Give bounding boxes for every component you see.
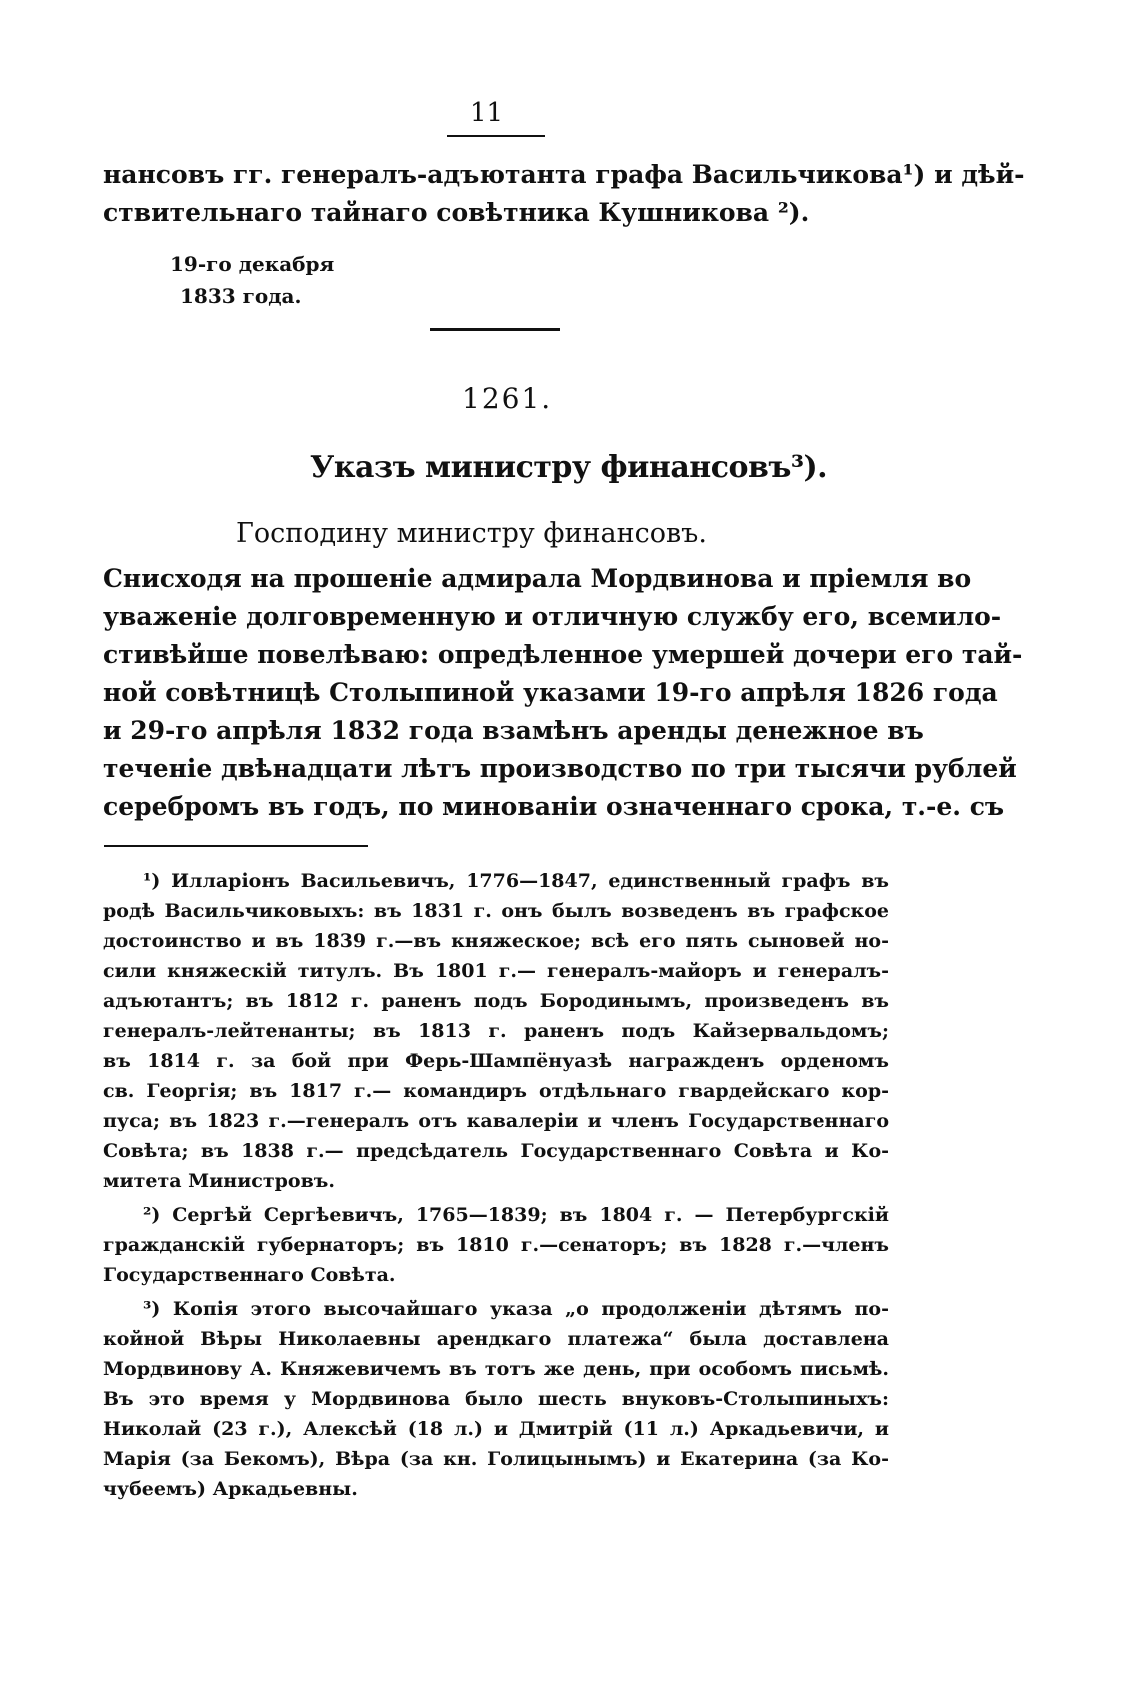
document-number: 1261.	[462, 382, 553, 415]
footnote-rule	[104, 845, 368, 847]
footnote-3-line: Въ это время у Мордвинова было шесть внуковъ-Столыпиныхъ:	[103, 1388, 889, 1410]
footnote-3-line: чубеемъ) Аркадьевны.	[103, 1478, 358, 1500]
footnote-1-line: достоинство и въ 1839 г.—въ княжеское; всѣ его пять сыновей но-	[103, 930, 889, 952]
footnote-2-line: гражданскій губернаторъ; въ 1810 г.—сенаторъ; въ 1828 г.—членъ	[103, 1234, 889, 1256]
footnote-1-line: генералъ-лейтенанты; въ 1813 г. раненъ подъ Кайзервальдомъ;	[103, 1020, 889, 1042]
body-line: Снисходя на прошеніе адмирала Мордвинова и пріемля во	[103, 564, 972, 593]
body-line: ной совѣтницѣ Столыпиной указами 19-го апрѣля 1826 года	[103, 678, 998, 707]
page-number-rule	[447, 135, 545, 137]
body-line: и 29-го апрѣля 1832 года взамѣнъ аренды денежное въ	[103, 716, 924, 745]
addressee: Господину министру финансовъ.	[236, 518, 707, 549]
footnote-1-line: пуса; въ 1823 г.—генералъ отъ кавалеріи и членъ Государственнаго	[103, 1110, 889, 1132]
footnote-2-line: Государственнаго Совѣта.	[103, 1264, 396, 1286]
intro-line: ствительнаго тайнаго совѣтника Кушникова ²).	[103, 198, 810, 227]
intro-line: нансовъ гг. генералъ-адъютанта графа Васильчикова¹) и дѣй-	[103, 160, 1025, 189]
footnote-1-line: Совѣта; въ 1838 г.— предсѣдатель Государственнаго Совѣта и Ко-	[103, 1140, 889, 1162]
body-line: стивѣйше повелѣваю: опредѣленное умершей дочери его тай-	[103, 640, 1023, 669]
footnote-2-line: ²) Сергѣй Сергѣевичъ, 1765—1839; въ 1804 г. — Петербургскій	[143, 1204, 889, 1226]
document-title: Указъ министру финансовъ³).	[310, 450, 828, 485]
footnote-1-line: митета Министровъ.	[103, 1170, 335, 1192]
footnote-3-line: ³) Копія этого высочайшаго указа „о продолженіи дѣтямъ по-	[143, 1298, 889, 1320]
footnote-1-line: ¹) Илларіонъ Васильевичъ, 1776—1847, единственный графъ въ	[143, 870, 889, 892]
footnote-1-line: сили княжескій титулъ. Въ 1801 г.— генералъ-майоръ и генералъ-	[103, 960, 889, 982]
footnote-1-line: св. Георгія; въ 1817 г.— командиръ отдѣльнаго гвардейскаго кор-	[103, 1080, 889, 1102]
body-line: теченіе двѣнадцати лѣтъ производство по три тысячи рублей	[103, 754, 1017, 783]
body-line: уваженіе долговременную и отличную службу его, всемило-	[103, 602, 1002, 631]
body-line: серебромъ въ годъ, по минованіи означеннаго срока, т.-е. съ	[103, 792, 1005, 821]
footnote-1-line: адъютантъ; въ 1812 г. раненъ подъ Бородинымъ, произведенъ въ	[103, 990, 889, 1012]
footnote-3-line: Николай (23 г.), Алексѣй (18 л.) и Дмитрій (11 л.) Аркадьевичи, и	[103, 1418, 889, 1440]
date-day: 19-го декабря	[170, 252, 335, 276]
footnote-3-line: Мордвинову А. Княжевичемъ въ тотъ же день, при особомъ письмѣ.	[103, 1358, 889, 1380]
footnote-1-line: родѣ Васильчиковыхъ: въ 1831 г. онъ былъ возведенъ въ графское	[103, 900, 889, 922]
date-year: 1833 года.	[180, 284, 302, 308]
section-separator	[430, 328, 560, 331]
page-number: 11	[470, 98, 504, 128]
footnote-1-line: въ 1814 г. за бой при Ферь-Шампёнуазѣ награжденъ орденомъ	[103, 1050, 889, 1072]
footnote-3-line: койной Вѣры Николаевны арендкаго платежа“ была доставлена	[103, 1328, 889, 1350]
footnote-3-line: Марія (за Бекомъ), Вѣра (за кн. Голицынымъ) и Екатерина (за Ко-	[103, 1448, 889, 1470]
